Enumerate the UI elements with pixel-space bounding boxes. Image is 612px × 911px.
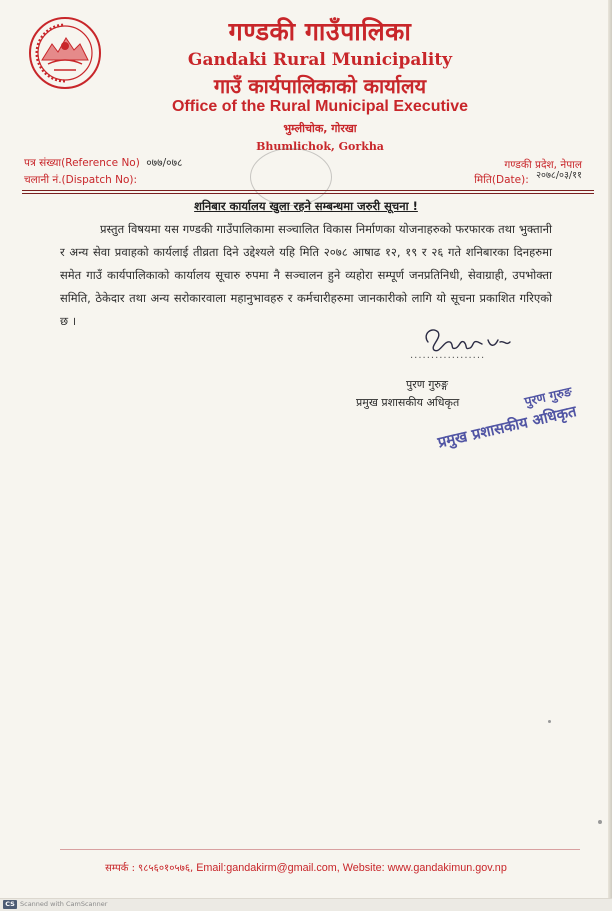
- signature-line: ..................: [410, 350, 486, 361]
- municipality-name-en: Gandaki Rural Municipality: [187, 50, 453, 70]
- contact-label: सम्पर्क :: [105, 863, 136, 874]
- camscanner-icon: CS: [3, 900, 17, 909]
- location-en: Bhumlichok, Gorkha: [256, 140, 384, 153]
- stamp-name: पुरण गुरुङ: [522, 383, 574, 409]
- reference-label: पत्र संख्या(Reference No): [24, 157, 140, 169]
- officer-stamp: [431, 383, 578, 453]
- footer-divider: [60, 849, 580, 850]
- scan-speck: [548, 720, 551, 723]
- municipality-name-np: गण्डकी गाउँपालिका: [228, 17, 412, 46]
- scanner-watermark-bar: [0, 898, 612, 911]
- date-field: [474, 170, 582, 187]
- office-name-en: Office of the Rural Municipal Executive: [171, 98, 469, 115]
- contact-footer: [0, 860, 612, 874]
- date-value: २०७८/०३/११: [536, 170, 582, 181]
- signatory-name: पुरण गुरुङ्ग: [406, 378, 448, 391]
- province-label: गण्डकी प्रदेश, नेपाल: [504, 159, 582, 171]
- location-np: भुम्लीचोक, गोरखा: [283, 122, 357, 135]
- date-label: मिति(Date):: [474, 174, 529, 186]
- signatory-title: प्रमुख प्रशासकीय अधिकृत: [356, 396, 460, 409]
- faint-stamp: [250, 148, 332, 206]
- office-name-np: गाउँ कार्यपालिकाको कार्यालय: [213, 74, 427, 98]
- dispatch-label: चलानी नं.(Dispatch No):: [24, 174, 138, 186]
- municipality-seal-icon: [28, 16, 102, 90]
- dispatch-number: [24, 173, 137, 187]
- reference-value: ०७७/०७८: [146, 157, 183, 169]
- header-divider-thin: [22, 193, 594, 194]
- notice-subject: [0, 199, 612, 214]
- header-divider: [22, 190, 594, 191]
- scan-speck: [598, 820, 602, 824]
- contact-email: Email:gandakirm@gmail.com,: [196, 862, 340, 874]
- notice-body: प्रस्तुत विषयमा यस गण्डकी गाउँपालिकामा सञ्चालित विकास निर्माणका योजनाहरुको फरफारक तथा भुक्तानी र अन्य सेवा प्रवाहको कार्यलाई तीव्रता दिने उद्देश्यले यहि मिति २०७८ आषाढ १२, १९ र २६ गते शनिबारका दिनहरुमा समेत गाउँ कार्यपालिकाको कार्यालय सूचारु रुपमा नै सञ्चालन हुने व्यहोरा सम्पूर्ण जनप्रतिनिधी, सेवाग्राही, उपभोक्ता समिति, ठेकेदार तथा अन्य सरोकारवाला महानुभावहरु र कर्मचारीहरुमा जानकारीको लागि यो सूचना प्रकाशित गरिएको छ ।: [60, 222, 552, 328]
- contact-phone: ९८५६०१०५७६,: [138, 863, 194, 874]
- contact-website: Website: www.gandakimun.gov.np: [342, 862, 507, 874]
- camscanner-label: Scanned with CamScanner: [20, 900, 108, 908]
- reference-number: [24, 156, 183, 170]
- notice-subject-text: शनिबार कार्यालय खुला रहने सम्बन्धमा जरुरी सूचना !: [194, 199, 418, 213]
- page-edge-shadow: [608, 0, 612, 910]
- stamp-title: प्रमुख प्रशासकीय अधिकृत: [435, 402, 579, 452]
